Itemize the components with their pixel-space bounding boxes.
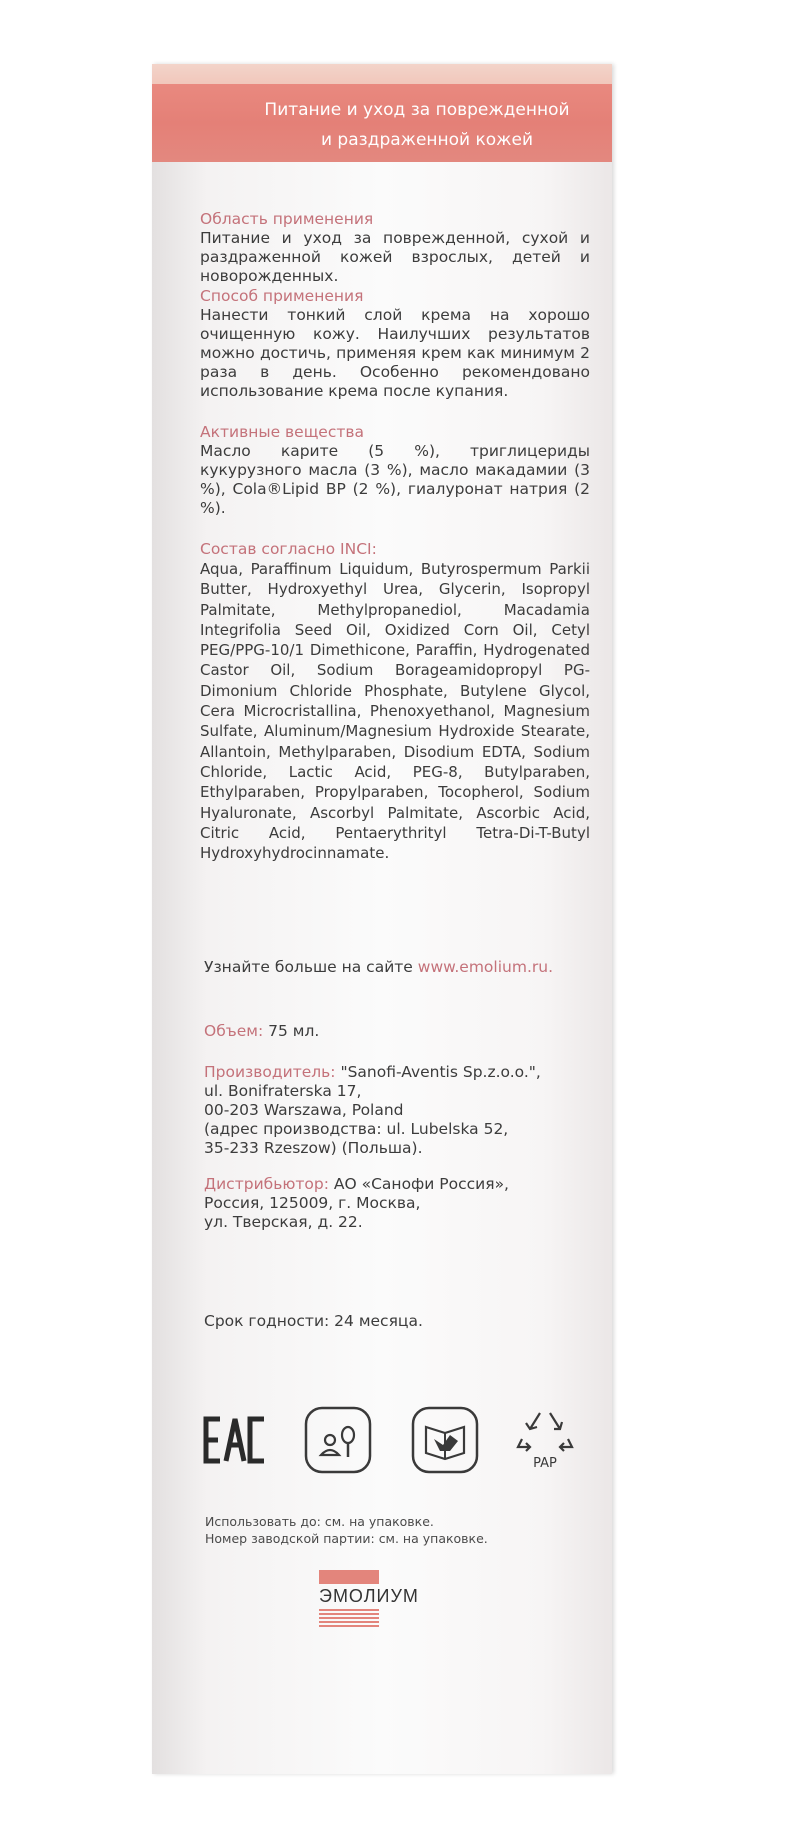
area-section xyxy=(200,210,590,286)
pap-label: PAP xyxy=(533,1456,557,1471)
child-care-icon xyxy=(303,1405,373,1475)
box-top-flap xyxy=(152,64,612,84)
inci-section xyxy=(200,540,590,863)
area-text: Питание и уход за поврежденной, сухой и раздраженной кожей взрослых, детей и новорожденных. xyxy=(200,229,590,285)
distributor-section xyxy=(204,1175,594,1232)
logo-bar-top xyxy=(319,1570,379,1584)
header-banner xyxy=(152,84,612,162)
banner-line-1: Питание и уход за поврежденной xyxy=(264,100,570,120)
active-section xyxy=(200,423,590,518)
area-heading: Область применения xyxy=(200,210,374,228)
method-text: Нанести тонкий слой крема на хорошо очищенную кожу. Наилучших результатов можно достичь, применяя крем как минимум 2 раза в день. Особенно рекомендовано использование крема после купания. xyxy=(200,306,590,400)
shelf-life: Срок годности: 24 месяца. xyxy=(204,1312,423,1330)
logo-stripes xyxy=(319,1609,379,1627)
website-line xyxy=(204,958,594,977)
inci-text: Aqua, Paraffinum Liquidum, Butyrospermum Parkii Butter, Hydroxyethyl Urea, Glycerin, Isopropyl Palmitate, Methylpropanediol, Macadamia Integrifolia Seed Oil, Oxidized Corn Oil, Cetyl PEG/PPG-10/1 Dimethicone, Paraffin, Hydrogenated Castor Oil, Sodium Borageamidopropyl PG-Dimonium Chloride Phosphate, Butylene Glycol, Cera Microcristallina, Phenoxyethanol, Magnesium Sulfate, Aluminum/Magnesium Hydroxide Stearate, Allantoin, Methylparaben, Disodium EDTA, Sodium Chloride, Lactic Acid, PEG-8, Butylparaben, Ethylparaben, Propylparaben, Tocopherol, Sodium Hyaluronate, Ascorbyl Palmitate, Ascorbic Acid, Citric Acid, Pentaerythrityl Tetra-Di-T-Butyl Hydroxyhydrocinnamate. xyxy=(200,560,590,863)
manufacturer-line-5: 35-233 Rzeszow) (Польша). xyxy=(204,1139,423,1157)
method-section xyxy=(200,287,590,401)
manufacturer-section xyxy=(204,1063,594,1158)
brand-name: ЭМОЛИУМ xyxy=(319,1586,419,1606)
use-by-note: Использовать до: см. на упаковке. xyxy=(205,1514,434,1529)
banner-line-2: и раздраженной кожей xyxy=(320,130,533,150)
method-heading: Способ применения xyxy=(200,287,364,305)
volume-label: Объем: xyxy=(204,1022,264,1040)
read-leaflet-icon xyxy=(410,1405,480,1475)
website-prefix: Узнайте больше на сайте xyxy=(204,958,418,976)
inci-heading: Состав согласно INCI: xyxy=(200,540,377,558)
distributor-label: Дистрибьютор: xyxy=(204,1175,329,1193)
distributor-line-3: ул. Тверская, д. 22. xyxy=(204,1213,363,1231)
manufacturer-line-1: "Sanofi-Aventis Sp.z.o.o.", xyxy=(335,1063,541,1081)
brand-logo xyxy=(319,1570,419,1627)
active-heading: Активные вещества xyxy=(200,423,365,441)
distributor-line-2: Россия, 125009, г. Москва, xyxy=(204,1194,421,1212)
website-link[interactable]: www.emolium.ru. xyxy=(417,958,554,976)
active-text: Масло карите (5 %), триглицериды кукурузного масла (3 %), масло макадамии (3 %), Cola®Lipid BP (2 %), гиалуронат натрия (2 %). xyxy=(200,442,590,517)
eac-mark-icon xyxy=(200,1405,270,1475)
manufacturer-line-3: 00-203 Warszawa, Poland xyxy=(204,1101,404,1119)
distributor-line-1: АО «Санофи Россия», xyxy=(328,1175,509,1193)
certification-icons xyxy=(200,1405,580,1485)
manufacturer-line-2: ul. Bonifraterska 17, xyxy=(204,1082,362,1100)
volume-line xyxy=(204,1022,594,1041)
volume-value: 75 мл. xyxy=(263,1022,320,1040)
manufacturer-line-4: (адрес производства: ul. Lubelska 52, xyxy=(204,1120,509,1138)
manufacturer-label: Производитель: xyxy=(204,1063,336,1081)
recycle-pap-icon xyxy=(510,1405,580,1475)
batch-note: Номер заводской партии: см. на упаковке. xyxy=(205,1531,488,1546)
